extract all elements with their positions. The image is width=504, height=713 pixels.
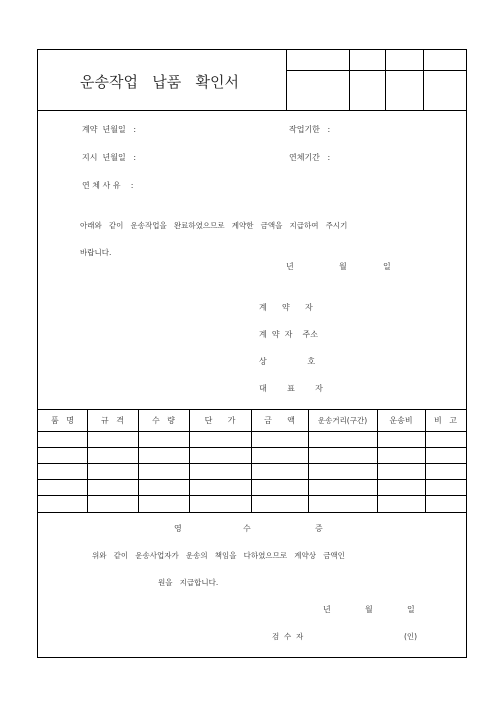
receipt-text-line1: 위와 같이 운송사업자가 운송의 책임을 다하였으므로 계약상 금액인 <box>92 551 345 560</box>
work-period-field: 작업기한 : <box>289 125 331 134</box>
header-remarks: 비 고 <box>433 416 458 425</box>
receipt-date-month: 월 <box>365 605 373 614</box>
request-text-line2: 바랍니다. <box>80 248 112 257</box>
representative-label: 대 표 자 <box>259 384 323 393</box>
request-text-line1: 아래와 같이 운송작업을 완료하였으므로 계약한 금액을 지급하여 주시기 <box>80 221 348 230</box>
date-day: 일 <box>383 262 391 271</box>
business-name-label: 상 호 <box>259 357 316 366</box>
delay-period-field: 연체기간 : <box>289 153 331 162</box>
contract-date-field: 계약 년월일 : <box>82 125 137 134</box>
receipt-date-day: 일 <box>407 605 415 614</box>
receipt-date-year: 년 <box>323 605 331 614</box>
inspector-label: 검 수 자 <box>272 632 304 641</box>
order-date-field: 지시 년월일 : <box>82 153 137 162</box>
header-divider <box>38 110 466 111</box>
document-title: 운송작업 납품 확인서 <box>80 73 240 91</box>
delay-reason-field: 연 체 사 유 : <box>82 181 134 190</box>
header-spec: 규 격 <box>100 416 125 425</box>
contractor-address-label: 계 약 자 주소 <box>259 330 318 339</box>
receipt-text-line2: 원을 지급합니다. <box>158 578 219 587</box>
header-quantity: 수 량 <box>151 416 176 425</box>
confirmation-form <box>37 49 467 658</box>
seal-mark: (인) <box>404 632 418 641</box>
contractor-label: 계 약 자 <box>259 303 313 312</box>
header-transport-distance: 운송거리(구간) <box>317 416 368 425</box>
header-item-name: 품 명 <box>50 416 75 425</box>
receipt-heading-2: 수 <box>243 524 251 533</box>
header-unit-price: 단 가 <box>204 416 236 425</box>
receipt-heading-1: 영 <box>174 524 182 533</box>
receipt-heading-3: 증 <box>315 524 323 533</box>
date-year: 년 <box>286 262 294 271</box>
header-amount: 금 액 <box>264 416 295 425</box>
date-month: 월 <box>339 262 347 271</box>
header-transport-fee: 운송비 <box>389 416 413 425</box>
